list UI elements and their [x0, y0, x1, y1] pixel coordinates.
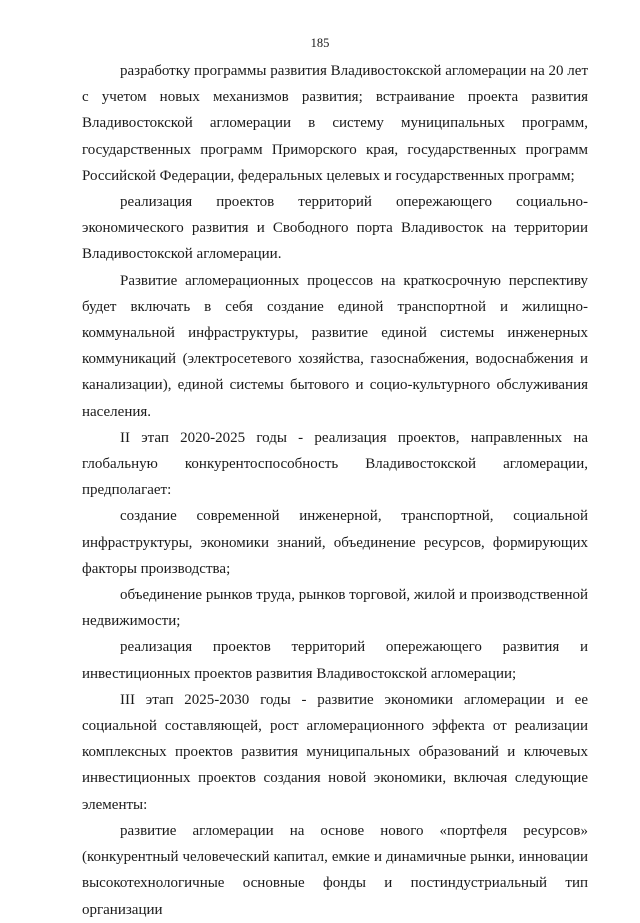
paragraph-stage-2-markets: объединение рынков труда, рынков торговой, жилой и производственной недвижимости;: [82, 587, 588, 630]
paragraph-stage-2-infrastructure: создание современной инженерной, транспортной, социальной инфраструктуры, экономики знаний, объединение ресурсов, формирующих факторы производства;: [82, 508, 588, 577]
paragraph-agglomeration-program: разработку программы развития Владивостокской агломерации на 20 лет с учетом новых механизмов развития; встраивание проекта развития Владивостокской агломерации в систему муниципальных программ, государственных программ Приморского края, государственных программ Российской Федерации, федеральных целевых и государственных программ;: [82, 63, 588, 184]
paragraph-stage-2-projects: реализация проектов территорий опережающего развития и инвестиционных проектов развития Владивостокской агломерации;: [82, 639, 588, 682]
paragraph-tor-free-port: реализация проектов территорий опережающего социально-экономического развития и Свободного порта Владивосток на территории Владивостокской агломерации.: [82, 194, 588, 263]
document-body: [82, 58, 588, 923]
paragraph-stage-2-heading: II этап 2020-2025 годы - реализация проектов, направленных на глобальную конкурентоспособность Владивостокской агломерации, предполагает:: [82, 429, 588, 499]
page-number: 185: [310, 36, 330, 50]
paragraph-short-term-development: Развитие агломерационных процессов на краткосрочную перспективу будет включать в себя создание единой транспортной и жилищно-коммунальной инфраструктуры, развитие единой системы инженерных коммуникаций (электросетевого хозяйства, газоснабжения, водоснабжения и канализации), единой системы бытового и социо-культурного обслуживания населения.: [82, 272, 588, 420]
paragraph-stage-3-resources: развитие агломерации на основе нового «портфеля ресурсов» (конкурентный человеческий капитал, емкие и динамичные рынки, инновации высокотехнологичные основные фонды и постиндустриальный тип организации: [82, 822, 588, 918]
paragraph-stage-3-heading: III этап 2025-2030 годы - развитие экономики агломерации и ее социальной составляющей, рост агломерационного эффекта от реализации комплексных проектов развития муниципальных образований и ключевых инвестиционных проектов создания новой экономики, включая следующие элементы:: [82, 691, 588, 813]
